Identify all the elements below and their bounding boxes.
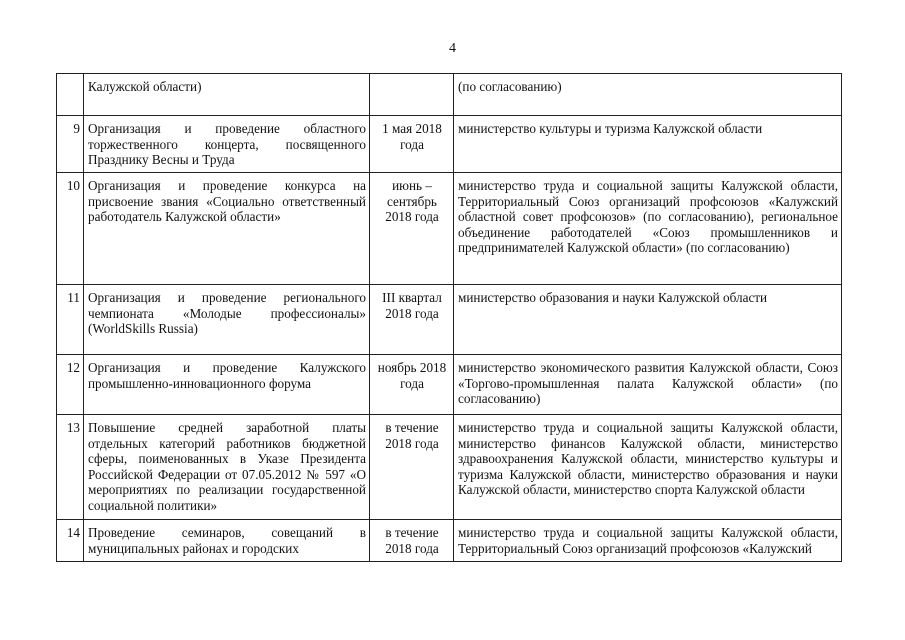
term-cell: ноябрь 2018 года [370,355,454,415]
event-cell: Калужской области) [84,74,370,116]
row-number: 10 [57,173,84,285]
table-row [57,74,842,116]
responsible-cell: министерство экономического развития Калужской области, Союз «Торгово-промышленная палата Калужской области» (по согласованию) [454,355,842,415]
responsible-cell: министерство культуры и туризма Калужской области [454,116,842,173]
table-row [57,116,842,173]
responsible-cell: министерство труда и социальной защиты Калужской области, Территориальный Союз организаций профсоюзов «Калужский областной совет профсоюзов» (по согласованию), региональное объединение работодателей «Союз промышленников и предпринимателей Калужской области» (по согласованию) [454,173,842,285]
row-number: 13 [57,415,84,520]
responsible-cell: министерство труда и социальной защиты Калужской области, министерство финансов Калужской области, министерство здравоохранения Калужской области, министерство культуры и туризма Калужской области, министерство образования и науки Калужской области, министерство спорта Калужской области [454,415,842,520]
event-cell: Организация и проведение конкурса на присвоение звания «Социально ответственный работодатель Калужской области» [84,173,370,285]
table-row [57,285,842,355]
event-cell: Организация и проведение Калужского промышленно-инновационного форума [84,355,370,415]
event-cell: Организация и проведение регионального чемпионата «Молодые профессионалы» (WorldSkills Russia) [84,285,370,355]
table-row [57,415,842,520]
term-cell: в течение 2018 года [370,520,454,562]
term-cell: III квартал 2018 года [370,285,454,355]
term-cell: июнь – сентябрь 2018 года [370,173,454,285]
responsible-cell: министерство образования и науки Калужской области [454,285,842,355]
table-row [57,355,842,415]
row-number: 9 [57,116,84,173]
responsible-cell: (по согласованию) [454,74,842,116]
event-cell: Проведение семинаров, совещаний в муниципальных районах и городских [84,520,370,562]
event-cell: Повышение средней заработной платы отдельных категорий работников бюджетной сферы, поименованных в Указе Президента Российской Федерации от 07.05.2012 № 597 «О мероприятиях по реализации государственной социальной политики» [84,415,370,520]
row-number [57,74,84,116]
row-number: 12 [57,355,84,415]
row-number: 14 [57,520,84,562]
term-cell [370,74,454,116]
responsible-cell: министерство труда и социальной защиты Калужской области, Территориальный Союз организаций профсоюзов «Калужский [454,520,842,562]
term-cell: в течение 2018 года [370,415,454,520]
page-number: 4 [449,41,456,56]
term-cell: 1 мая 2018 года [370,116,454,173]
row-number: 11 [57,285,84,355]
table-row [57,520,842,562]
event-cell: Организация и проведение областного торжественного концерта, посвященного Празднику Весны и Труда [84,116,370,173]
table-row [57,173,842,285]
events-table [56,73,842,562]
